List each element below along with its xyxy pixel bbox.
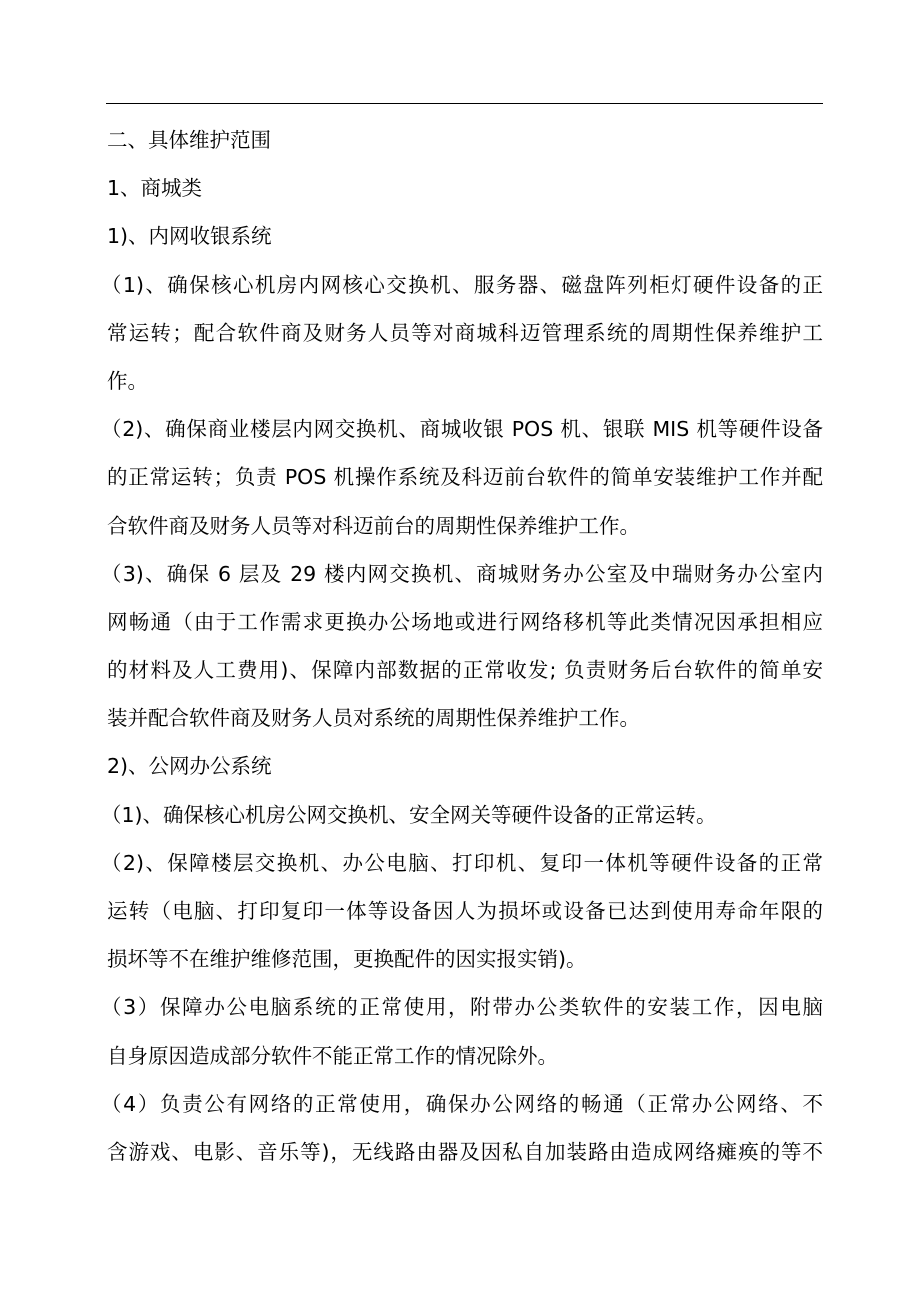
section-heading: 二、具体维护范围 — [107, 128, 271, 152]
subsection-heading: 1)、内网收银系统 — [107, 224, 272, 249]
paragraph-line: （1)、确保核心机房公网交换机、安全网关等硬件设备的正常运转。 — [101, 802, 717, 827]
paragraph-line: 自身原因造成部分软件不能正常工作的情况除外。 — [107, 1043, 558, 1068]
paragraph-line: （2)、确保商业楼层内网交换机、商城收银 POS 机、银联 MIS 机等硬件设备 — [101, 417, 823, 442]
category-heading: 1、商城类 — [107, 176, 203, 201]
paragraph-line: （3）保障办公电脑系统的正常使用，附带办公类软件的安装工作，因电脑 — [101, 995, 823, 1020]
paragraph-line: （1)、确保核心机房内网核心交换机、服务器、磁盘阵列柜灯硬件设备的正 — [101, 272, 823, 297]
paragraph-line: 作。 — [107, 368, 148, 393]
paragraph-line: 装并配合软件商及财务人员对系统的周期性保养维护工作。 — [107, 706, 640, 731]
paragraph-line: 网畅通（由于工作需求更换办公场地或进行网络移机等此类情况因承担相应 — [107, 609, 823, 634]
paragraph-line: 运转（电脑、打印复印一体等设备因人为损坏或设备已达到使用寿命年限的 — [107, 899, 823, 923]
paragraph-line: 含游戏、电影、音乐等)，无线路由器及因私自加装路由造成网络瘫痪的等不 — [107, 1139, 823, 1164]
document-body — [101, 116, 823, 1176]
paragraph-line: 损坏等不在维护维修范围，更换配件的因实报实销)。 — [107, 947, 587, 972]
paragraph-line: 合软件商及财务人员等对科迈前台的周期性保养维护工作。 — [107, 513, 640, 538]
paragraph-line: （4）负责公有网络的正常使用，确保办公网络的畅通（正常办公网络、不 — [101, 1091, 823, 1116]
subsection-heading: 2)、公网办公系统 — [107, 754, 272, 779]
paragraph-line: 的材料及人工费用)、保障内部数据的正常收发; 负责财务后台软件的简单安 — [107, 658, 823, 683]
paragraph-line: 常运转；配合软件商及财务人员等对商城科迈管理系统的周期性保养维护工 — [107, 320, 823, 345]
header-rule — [106, 103, 823, 104]
paragraph-line: （2)、保障楼层交换机、办公电脑、打印机、复印一体机等硬件设备的正常 — [101, 850, 823, 875]
paragraph-line: 的正常运转；负责 POS 机操作系统及科迈前台软件的简单安装维护工作并配 — [107, 465, 823, 490]
paragraph-line: （3)、确保 6 层及 29 楼内网交换机、商城财务办公室及中瑞财务办公室内 — [101, 561, 823, 586]
